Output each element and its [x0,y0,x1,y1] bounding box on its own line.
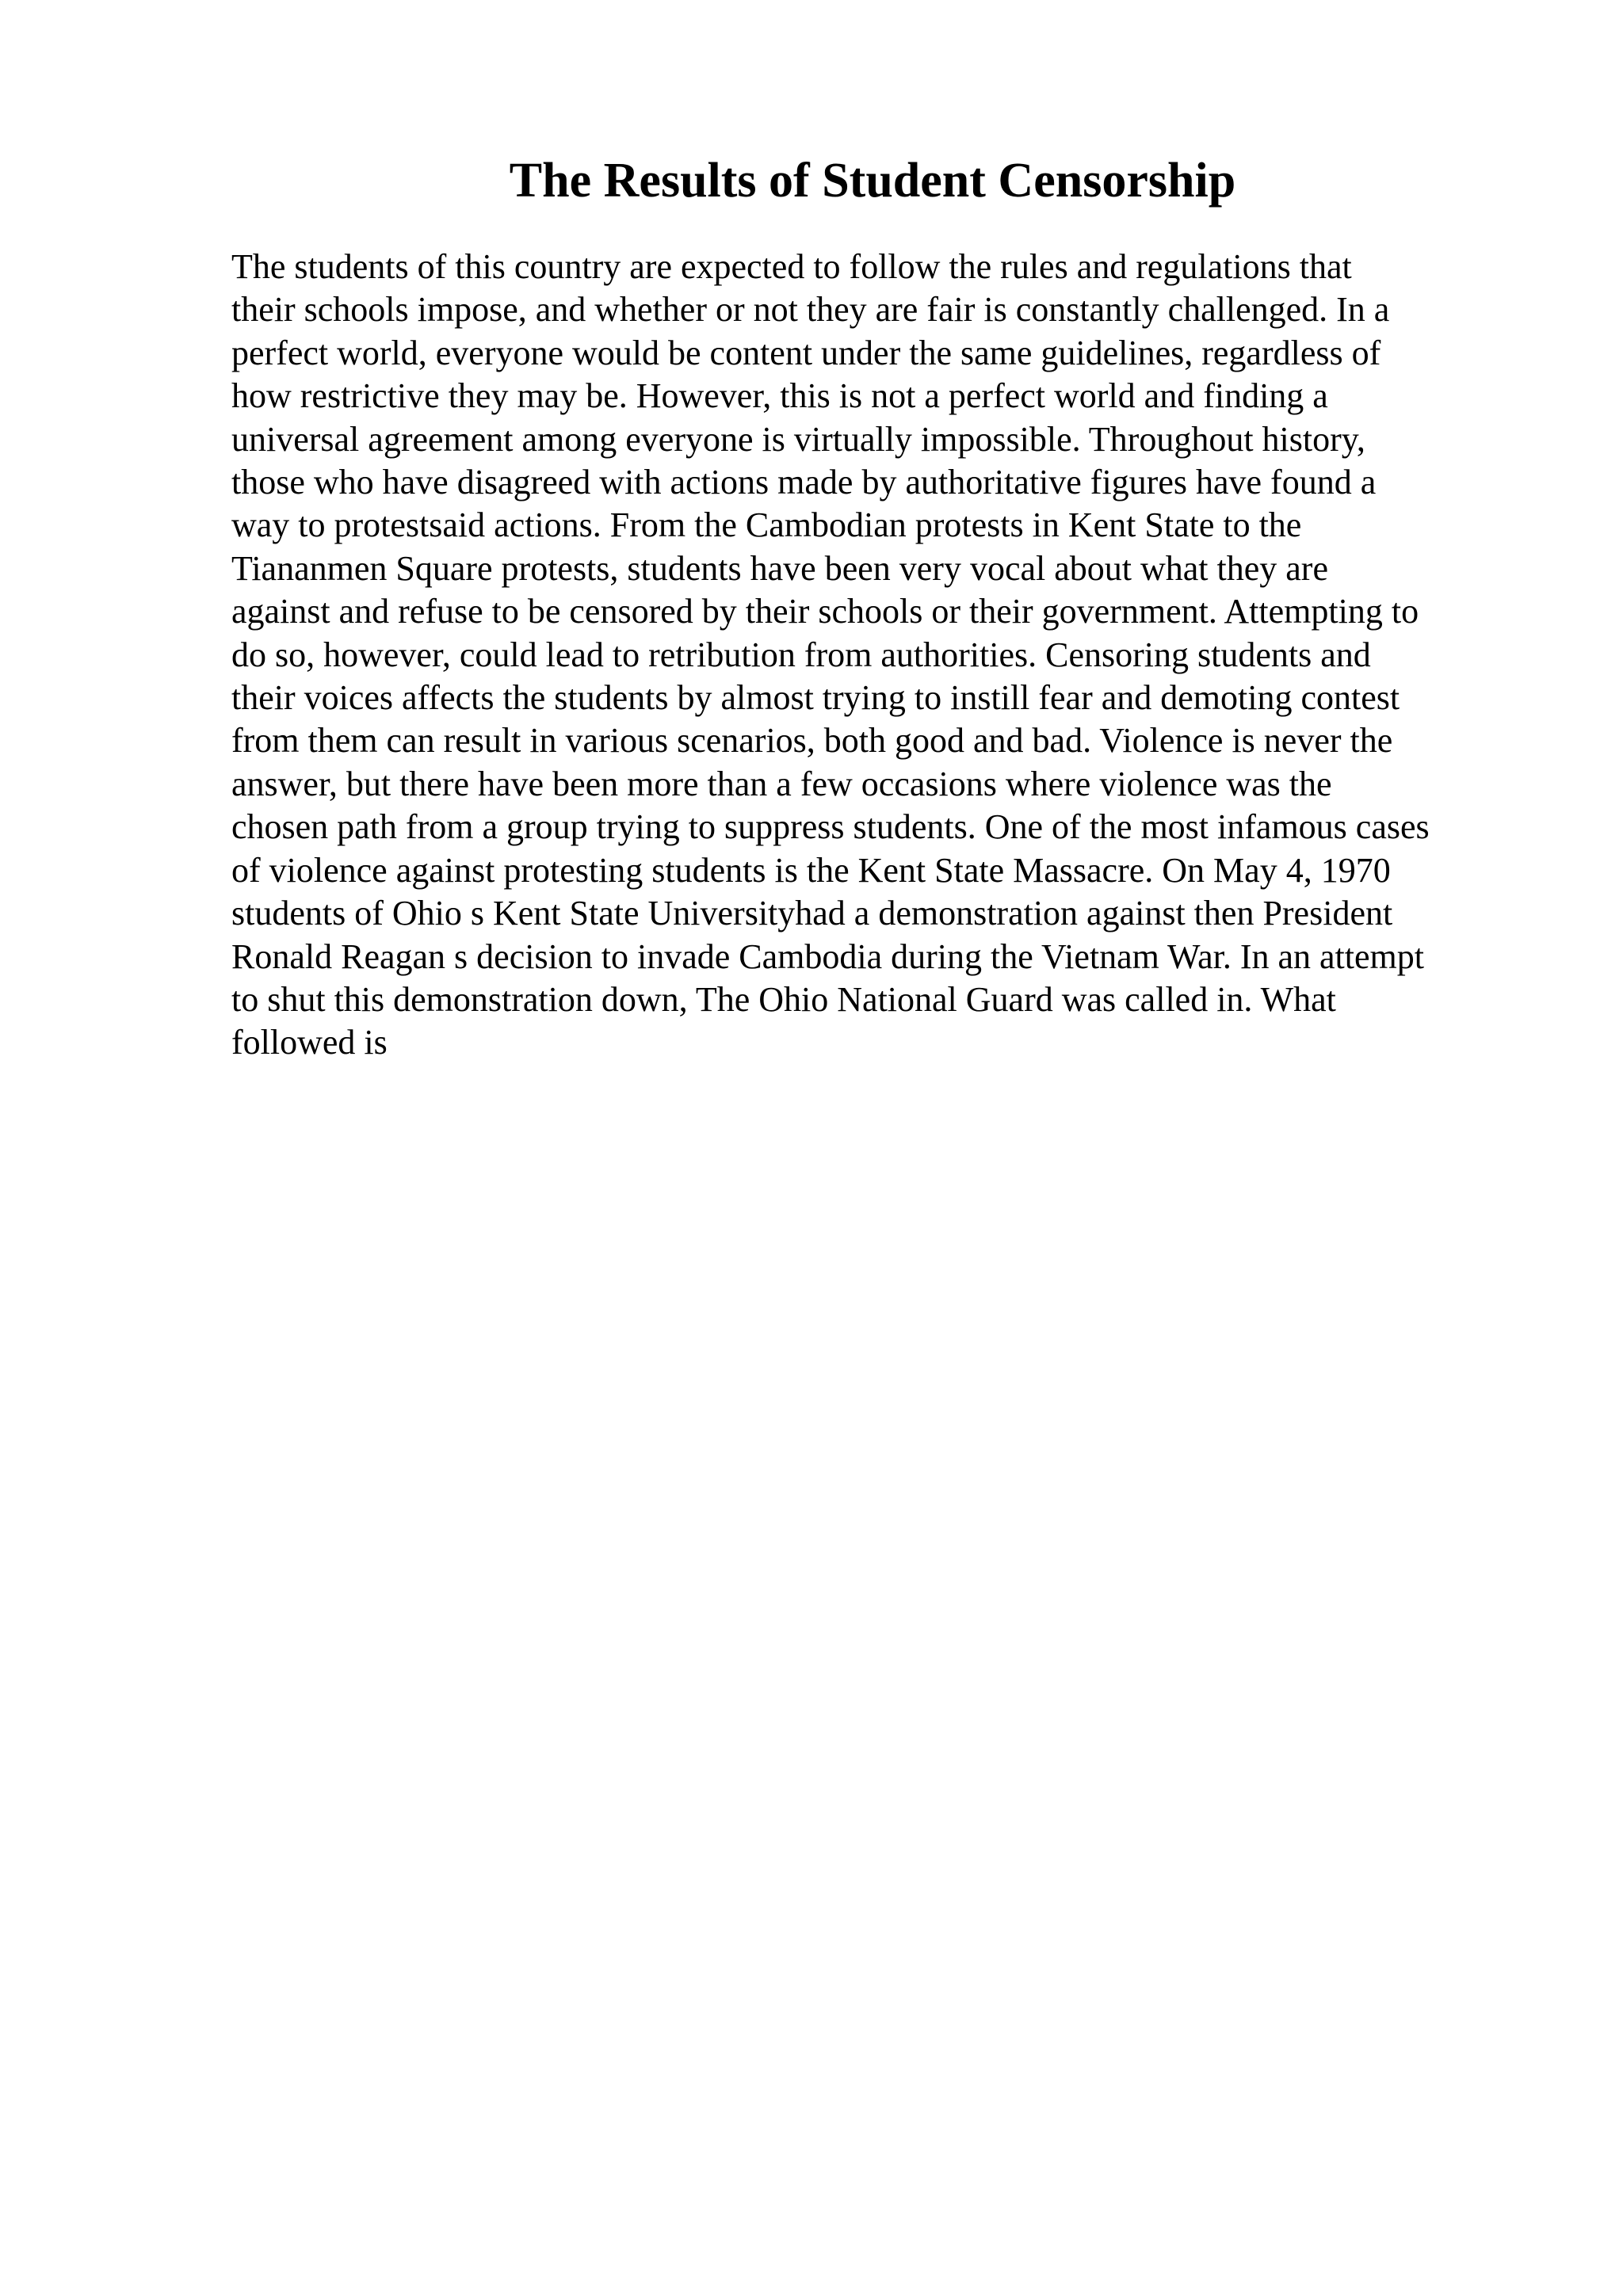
paragraph-line: of violence against protesting students is the Kent State Massacre. On May 4, 1970 [231,850,1391,890]
paragraph-line: to shut this demonstration down, The Ohio National Guard was called in. What [231,979,1336,1019]
paragraph-line: how restrictive they may be. However, this is not a perfect world and finding a [231,376,1328,416]
paragraph-line: those who have disagreed with actions made by authoritative figures have found a [231,463,1377,502]
paragraph-line: universal agreement among everyone is virtually impossible. Throughout history, [231,419,1365,459]
paragraph-line: from them can result in various scenarios, both good and bad. Violence is never the [231,721,1393,761]
paragraph-line: their schools impose, and whether or not they are fair is constantly challenged. In a [231,290,1390,330]
paragraph-line: against and refuse to be censored by their schools or their government. Attempting to [231,592,1419,631]
paragraph-line: way to protestsaid actions. From the Cambodian protests in Kent State to the [231,505,1302,545]
paragraph-line: perfect world, everyone would be content under the same guidelines, regardless of [231,333,1381,372]
document-title: The Results of Student Censorship [509,154,1236,208]
paragraph-line: chosen path from a group trying to suppress students. One of the most infamous cases [231,807,1430,847]
paragraph-line: their voices affects the students by almost trying to instill fear and demoting contest [231,678,1400,718]
paragraph-line: The students of this country are expected to follow the rules and regulations that [231,247,1352,286]
paragraph-line: Ronald Reagan s decision to invade Cambodia during the Vietnam War. In an attempt [231,936,1424,976]
paragraph-line: students of Ohio s Kent State Universityhad a demonstration against then President [231,894,1393,933]
paragraph-line: do so, however, could lead to retribution from authorities. Censoring students and [231,635,1371,674]
paragraph-line: Tiananmen Square protests, students have been very vocal about what they are [231,548,1328,588]
body-paragraph [231,246,1515,1065]
paragraph-line: followed is [231,1023,388,1062]
paragraph-line: answer, but there have been more than a few occasions where violence was the [231,764,1332,803]
